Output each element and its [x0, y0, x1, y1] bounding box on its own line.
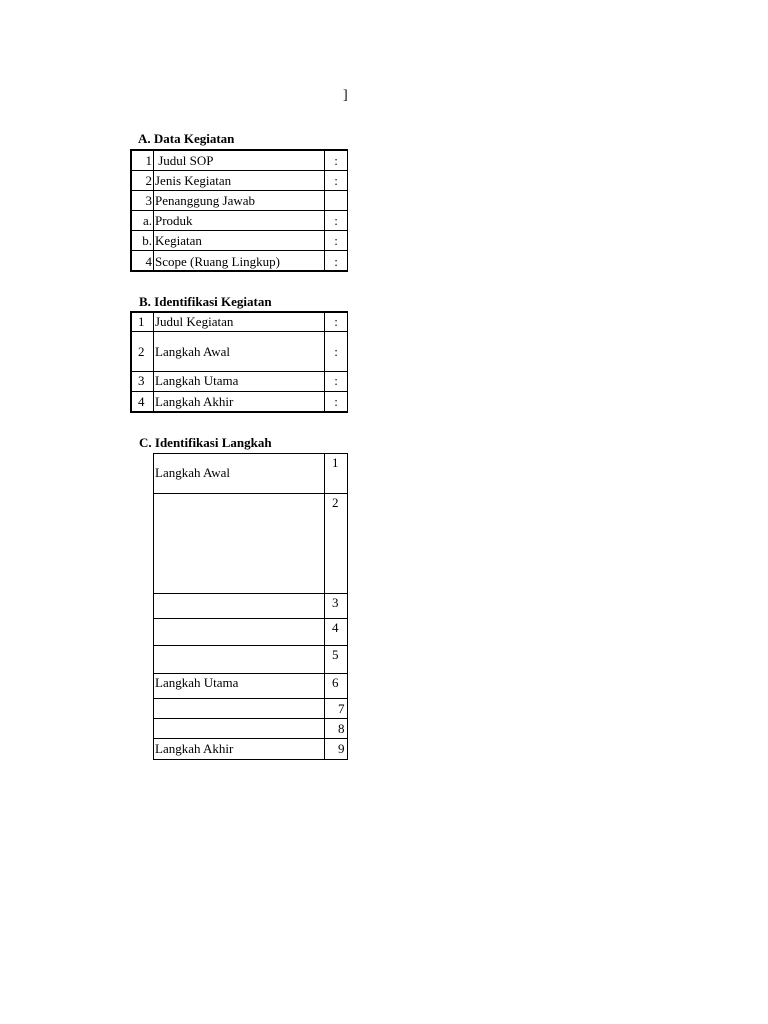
table-row-colon: : — [334, 173, 338, 188]
table-row-colon: : — [334, 254, 338, 269]
table-row-number: 1 — [138, 314, 145, 329]
table-row-number: a. — [142, 213, 152, 228]
table-row-label: Langkah Akhir — [155, 741, 234, 756]
table-row-number: 2 — [145, 173, 152, 188]
page-bracket-mark: ] — [343, 88, 348, 103]
table-row-number: 2 — [138, 344, 145, 359]
table-row-number: 3 — [145, 193, 152, 208]
table-row-label: Langkah Utama — [155, 675, 239, 690]
table-row-number: 2 — [332, 495, 339, 510]
section-b-heading: B. Identifikasi Kegiatan — [139, 294, 272, 309]
table-row-number: b. — [142, 233, 152, 248]
table-row-number: 3 — [138, 373, 145, 388]
table-row-colon: : — [334, 153, 338, 168]
table-row-label: Penanggung Jawab — [155, 193, 256, 208]
table-row-label: Judul Kegiatan — [155, 314, 234, 329]
section-a-heading: A. Data Kegiatan — [138, 131, 235, 146]
table-row-label: Jenis Kegiatan — [155, 173, 232, 188]
table-row-colon: : — [334, 233, 338, 248]
table-row-label: Langkah Akhir — [155, 394, 234, 409]
table-row-colon: : — [334, 213, 338, 228]
table-row-number: 4 — [332, 620, 339, 635]
table-row-number: 8 — [338, 721, 345, 736]
table-row-number: 7 — [338, 701, 345, 716]
table-row-label: Langkah Awal — [155, 344, 230, 359]
table-row-label: Judul SOP — [155, 153, 214, 168]
table-row-number: 4 — [145, 254, 152, 269]
table-row-number: 9 — [338, 741, 345, 756]
table-row-number: 6 — [332, 675, 339, 690]
section-c-heading: C. Identifikasi Langkah — [139, 435, 272, 450]
table-row-colon: : — [334, 373, 338, 388]
table-row-label: Langkah Utama — [155, 373, 239, 388]
table-row-label: Scope (Ruang Lingkup) — [155, 254, 280, 269]
table-row-number: 1 — [145, 153, 152, 168]
table-row-number: 5 — [332, 647, 339, 662]
table-row-label: Kegiatan — [155, 233, 202, 248]
table-row-label: Produk — [155, 213, 193, 228]
table-row-number: 1 — [332, 455, 339, 470]
table-row-colon: : — [334, 314, 338, 329]
table-row-colon: : — [334, 394, 338, 409]
table-row-colon: : — [334, 344, 338, 359]
table-row-number: 4 — [138, 394, 145, 409]
table-row-number: 3 — [332, 595, 339, 610]
table-row-label: Langkah Awal — [155, 465, 230, 480]
